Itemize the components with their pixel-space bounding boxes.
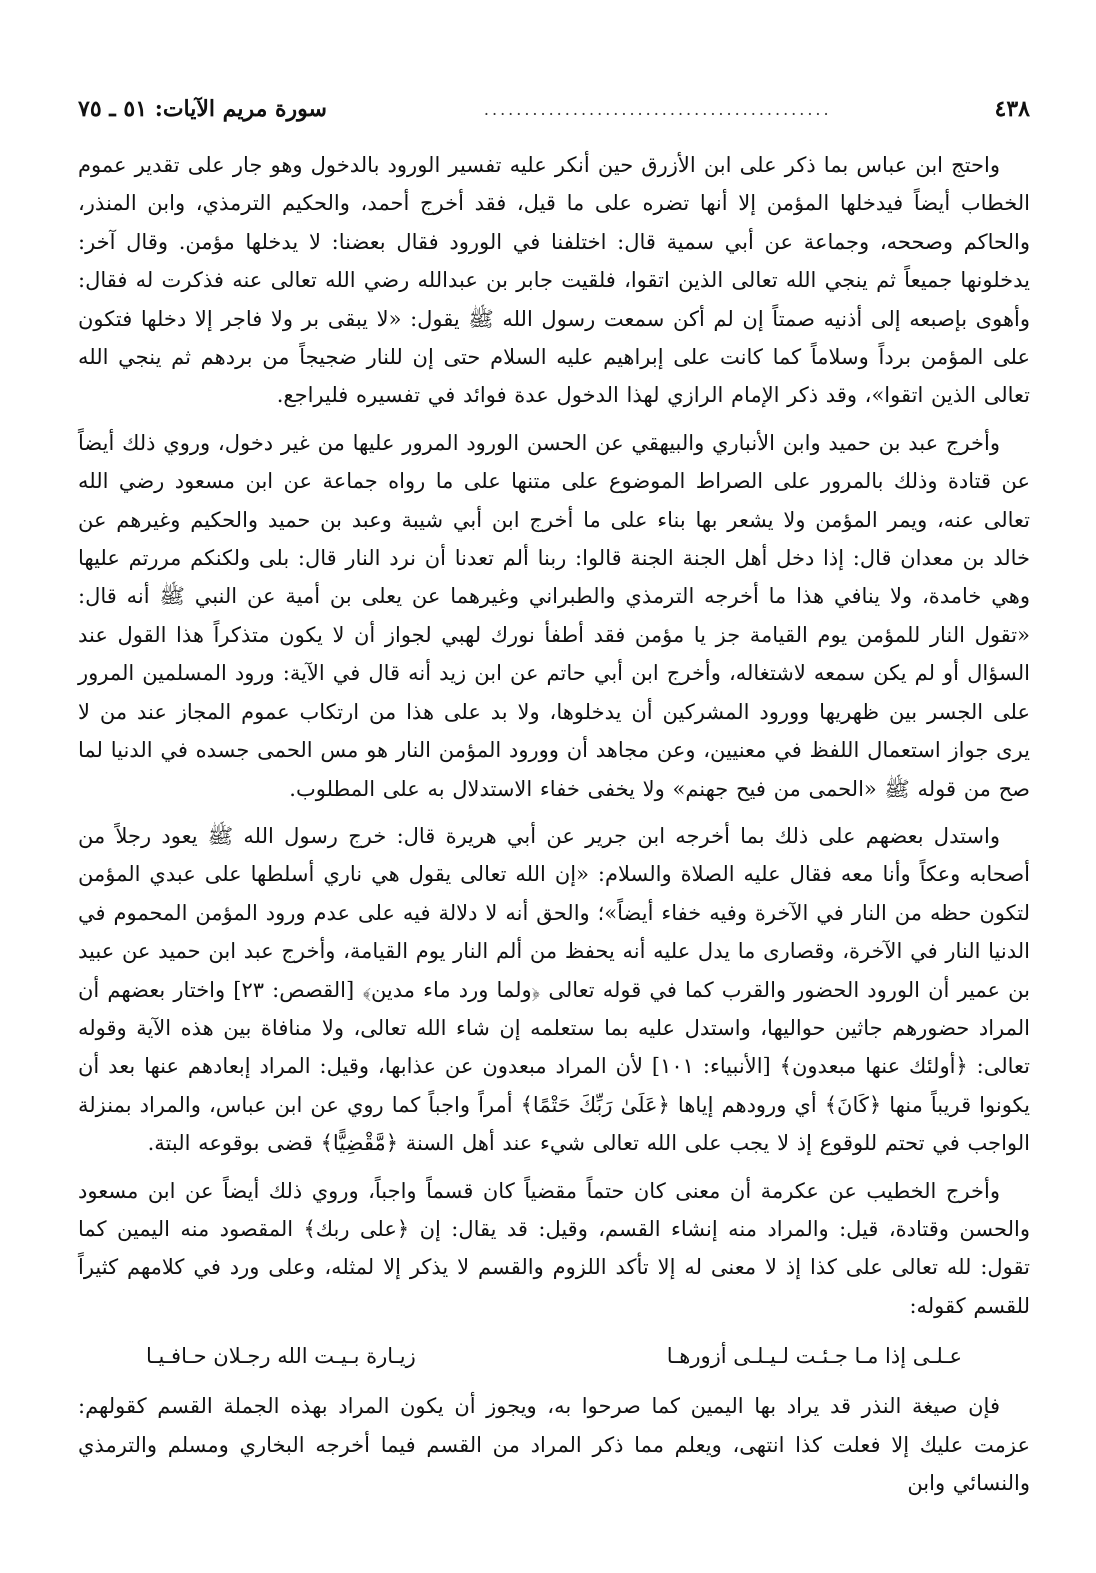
- paragraph-5: فإن صيغة النذر قد يراد بها اليمين كما صرحوا به، ويجوز أن يكون المراد بهذه الجملة القسم كقولهم: عزمت عليك إلا فعلت كذا انتهى، ويعلم مما ذكر المراد من القسم فيما أخرجه البخاري ومسلم والترمذي والنسائي وابن: [78, 1394, 1030, 1495]
- paragraph-1: واحتج ابن عباس بما ذكر على ابن الأزرق حين أنكر عليه تفسير الورود بالدخول وهو جار على تقدير عموم الخطاب أيضاً فيدخلها المؤمن إلا أنها تضره على ما قيل، فقد أخرج أحمد، والحكيم الترمذي، وابن المنذر، والحاكم وصححه، وجماعة عن أبي سمية قال: اختلفنا في الورود فقال بعضنا: لا يدخلها مؤمن. وقال آخر: يدخلونها جميعاً ثم ينجي الله تعالى الذين اتقوا، فلقيت جابر بن عبدالله رضي الله تعالى عنه فذكرت له فقال: وأهوى بإصبعه إلى أذنيه صمتاً إن لم أكن سمعت رسول الله ﷺ يقول: «لا يبقى بر ولا فاجر إلا دخلها فتكون على المؤمن برداً وسلاماً كما كانت على إبراهيم عليه السلام حتى إن للنار ضجيجاً من بردهم ثم ينجي الله تعالى الذين اتقوا»، وقد ذكر الإمام الرازي لهذا الدخول عدة فوائد في تفسيره فليراجع.: [78, 153, 1030, 408]
- verse-first-hemistich: عـلـى إذا مـا جـئـت لـيـلـى أزورهـا: [666, 1344, 962, 1369]
- header-leader-dots: ...........................................: [483, 99, 832, 119]
- paragraph-4: وأخرج الخطيب عن عكرمة أن معنى كان حتماً مقضياً كان قسماً واجباً، وروي ذلك أيضاً عن ابن مسعود والحسن وقتادة، قيل: والمراد منه إنشاء القسم، وقيل: قد يقال: إن ﴿على ربك﴾ المقصود منه اليمين كما تقول: لله تعالى على كذا إذ لا معنى له إلا تأكد اللزوم والقسم لا يذكر إلا لمثله، وعلى ورد في كلامهم كثيراً للقسم كقوله:: [78, 1178, 1030, 1318]
- page-number: ٤٣٨: [994, 96, 1030, 122]
- poetry-verse: [78, 1333, 1030, 1379]
- paragraph-2: وأخرج عبد بن حميد وابن الأنباري والبيهقي عن الحسن الورود المرور عليها من غير دخول، وروي ذلك أيضاً عن قتادة وذلك بالمرور على الصراط الموضوع على متنها على ما رواه جماعة عن ابن مسعود رضي الله تعالى عنه، ويمر المؤمن ولا يشعر بها بناء على ما أخرج ابن أبي شيبة وعبد بن حميد والحكيم وغيرهم عن خالد بن معدان قال: إذا دخل أهل الجنة الجنة قالوا: ربنا ألم تعدنا أن نرد النار قال: بلى ولكنكم مررتم عليها وهي خامدة، ولا ينافي هذا ما أخرجه الترمذي والطبراني وغيرهما عن يعلى بن أمية عن النبي ﷺ أنه قال: «تقول النار للمؤمن يوم القيامة جز يا مؤمن فقد أطفأ نورك لهبي لجواز أن لا يكون متذكراً هذا القول عند السؤال أو لم يكن سمعه لاشتغاله، وأخرج ابن أبي حاتم عن ابن زيد أنه قال في الآية: ورود المسلمين المرور على الجسر بين ظهريها وورود المشركين أن يدخلوها، ولا بد على هذا من ارتكاب عموم المجاز عند من لا يرى جواز استعمال اللفظ في معنيين، وعن مجاهد أن وورود المؤمن النار هو مس الحمى جسده في الدنيا لما صح من قوله ﷺ «الحمى من فيح جهنم» ولا يخفى خفاء الاستدلال به على المطلوب.: [78, 430, 1030, 801]
- book-page: [78, 88, 1030, 1558]
- page-header: [78, 88, 1030, 130]
- verse-second-hemistich: زيـارة بـيـت الله رجـلان حـافـيـا: [146, 1344, 416, 1369]
- paragraph-3: واستدل بعضهم على ذلك بما أخرجه ابن جرير عن أبي هريرة قال: خرج رسول الله ﷺ يعود رجلاً من أصحابه وعكاً وأنا معه فقال عليه الصلاة والسلام: «إن الله تعالى يقول هي ناري أسلطها على عبدي المؤمن لتكون حظه من النار في الآخرة وفيه خفاء أيضاً»؛ والحق أنه لا دلالة فيه على عدم ورود المؤمن المحموم في الدنيا النار في الآخرة، وقصارى ما يدل عليه أنه يحفظ من ألم النار يوم القيامة، وأخرج عبد ابن حميد عن عبيد بن عمير أن الورود الحضور والقرب كما في قوله تعالى ﴿ولما ورد ماء مدين﴾ [القصص: ٢٣] واختار بعضهم أن المراد حضورهم جاثين حواليها، واستدل عليه بما ستعلمه إن شاء الله تعالى، ولا منافاة بين هذه الآية وقوله تعالى: ﴿أولئك عنها مبعدون﴾ [الأنبياء: ١٠١] لأن المراد مبعدون عن عذابها، وقيل: المراد إبعادهم عنها بعد أن يكونوا قريباً منها ﴿كَانَ﴾ أي ورودهم إياها ﴿عَلَىٰ رَبِّكَ حَتْمًا﴾ أمراً واجباً كما روي عن ابن عباس، والمراد بمنزلة الواجب في تحتم للوقوع إذ لا يجب على الله تعالى شيء عند أهل السنة ﴿مَّقْضِيًّا﴾ قضى بوقوعه البتة.: [78, 823, 1031, 1156]
- page-body: [78, 146, 1030, 1502]
- running-title: سورة مريم الآيات: ٥١ ـ ٧٥: [78, 96, 327, 122]
